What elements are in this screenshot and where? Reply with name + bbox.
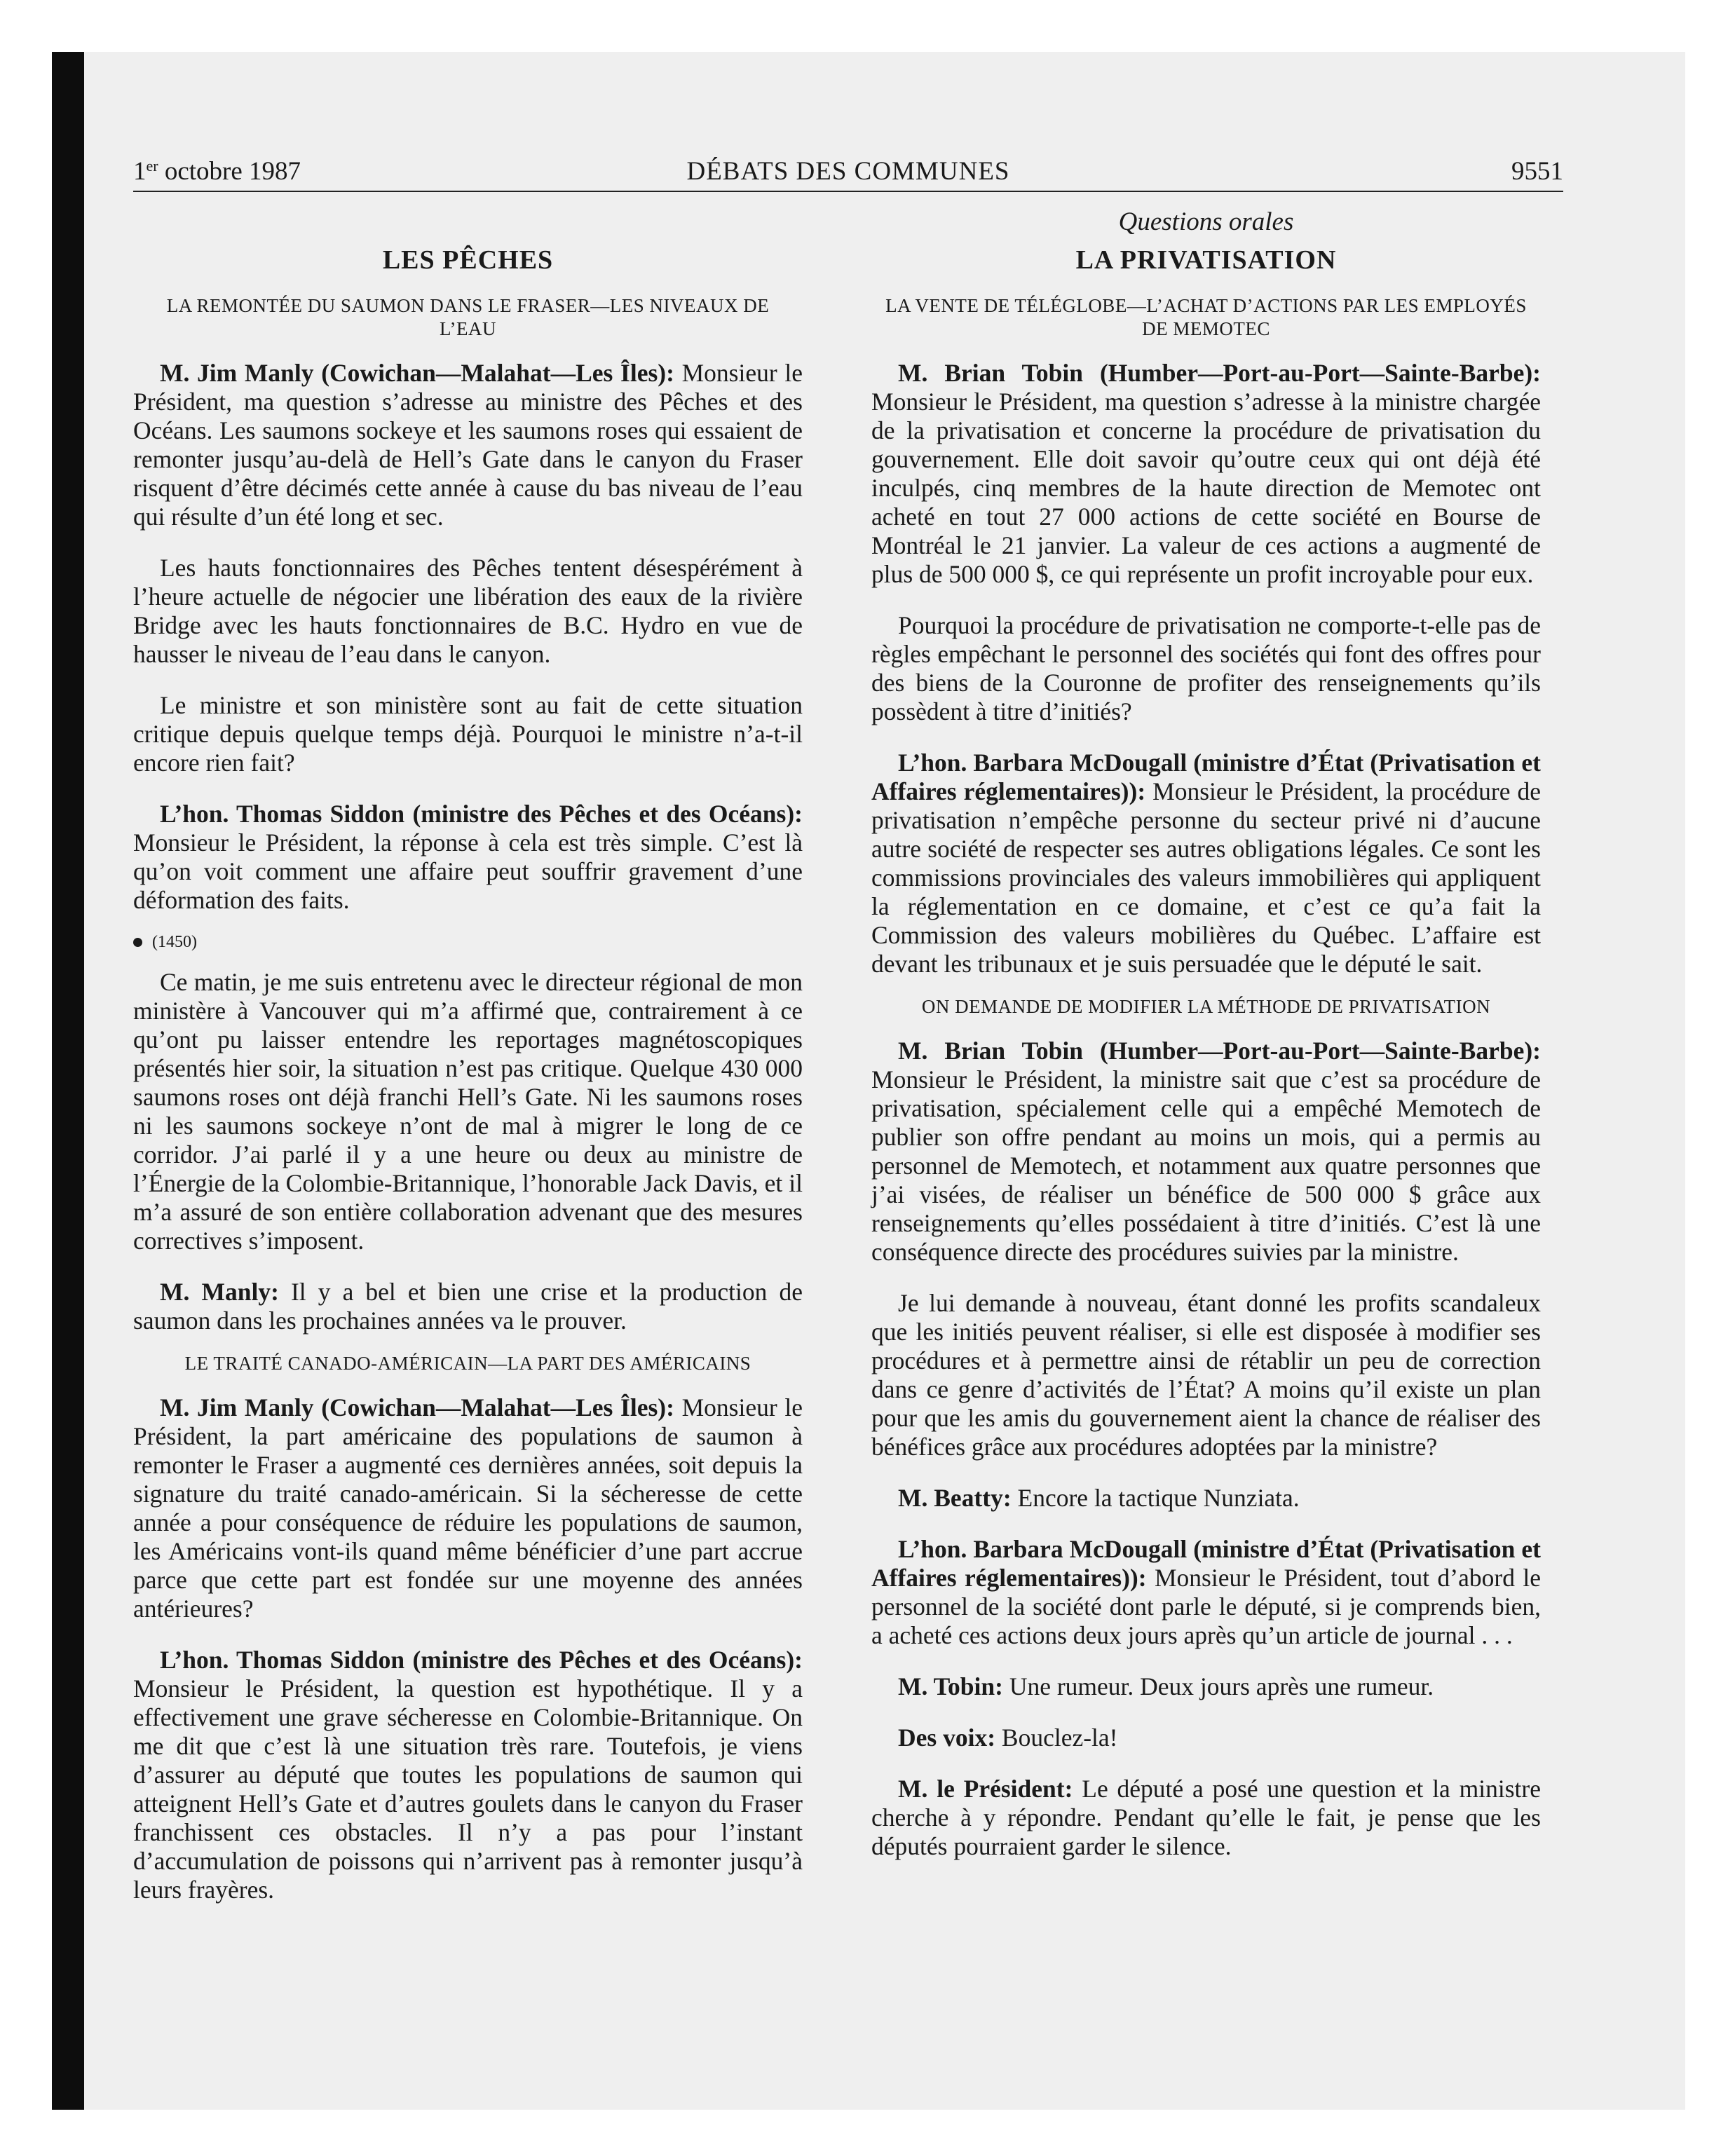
speech-mcdougall-2: [871, 1535, 1541, 1650]
speech-text: Monsieur le Président, la part américaine des populations de saumon à remonter le Fraser a augmenté ces dernières années, soit depuis la signature du traité canado-américain. Si la sécheresse de cette année a pour conséquence de réduire les populations de saumon, les Américains vont-ils quand même bénéficier d’une part accrue parce que cette part est fondée sur une moyenne des années antérieures?: [133, 1393, 803, 1623]
speaker-name: Des voix:: [898, 1724, 996, 1752]
speech-text: Monsieur le Président, la ministre sait que c’est sa procédure de privatisation, spécialement celle qui a empêché Memotech de publier son offre pendant au moins un mois, qui a permis au personnel de Memotech, et notamment aux quatre personnes que j’ai visées, de réaliser un bénéfice de 500 000 $ grâce aux renseignements qu’elles possédaient à titre d’initiés. C’est là une conséquence directe des procédures suivies par la ministre.: [871, 1065, 1541, 1266]
section-heading-peches: LES PÊCHES: [382, 245, 554, 275]
speech-manly-2: [133, 1278, 803, 1335]
speech-text: Monsieur le Président, la procédure de privatisation n’empêche personne du secteur privé ni d’aucune autre société de respecter ses autres obligations légales. Ce sont les commissions provinciales des valeurs immobilières qui appliquent la réglementation en ce domaine, et c’est ce qu’a fait la Commission des valeurs mobilières du Québec. L’affaire est devant les tribunaux et je suis persuadée que le député le sait.: [871, 777, 1542, 978]
speech-text: Il y a bel et bien une crise et la production de saumon dans les prochaines années va le prouver.: [133, 1278, 803, 1335]
speaker-name: L’hon. Thomas Siddon (ministre des Pêches et des Océans):: [160, 1646, 803, 1674]
subheading-vente-teleglobe: LA VENTE DE TÉLÉGLOBE—L’ACHAT D’ACTIONS PAR LES EMPLOYÉS DE MEMOTEC: [885, 295, 1527, 339]
speaker-name: M. Jim Manly (Cowichan—Malahat—Les Îles):: [160, 1393, 674, 1421]
bullet-icon: [133, 938, 142, 947]
paragraph: Pourquoi la procédure de privatisation ne comporte-t-elle pas de règles empêchant le personnel des sociétés qui font des offres pour des biens de la Couronne de profiter des renseignements qu’ils possèdent à titre d’initiés?: [871, 611, 1541, 725]
speech-text: Bouclez-la!: [995, 1724, 1118, 1752]
speech-siddon-2: [133, 1646, 803, 1904]
date-rest: octobre 1987: [158, 157, 301, 186]
speaker-name: M. Brian Tobin (Humber—Port-au-Port—Sainte-Barbe):: [898, 1037, 1541, 1065]
speaker-name: L’hon. Thomas Siddon (ministre des Pêches et des Océans):: [160, 800, 803, 828]
speech-text: Monsieur le Président, la réponse à cela est très simple. C’est là qu’on voit comment une affaire peut souffrir gravement d’une déformation des faits.: [133, 828, 803, 914]
date-superscript: er: [146, 157, 158, 175]
speech-tobin-2: [871, 1037, 1541, 1267]
speech-text: Monsieur le Président, ma question s’adresse à la ministre chargée de la privatisation et concerne la procédure de privatisation du gouvernement. Elle doit savoir qu’outre ceux qui ont déjà été inculpés, cinq membres de la haute direction de Memotec ont acheté en tout 27 000 actions de cette société en Bourse de Montréal le 21 janvier. La valeur de ces actions a augmenté de plus de 500 000 $, ce qui représente un profit incroyable pour eux.: [871, 388, 1541, 588]
time-mark: [133, 932, 803, 953]
speech-siddon-1: [133, 800, 803, 915]
speaker-name: M. Manly:: [160, 1278, 279, 1306]
speaker-name: M. le Président:: [898, 1775, 1073, 1803]
speech-mcdougall-1: [871, 749, 1541, 978]
speech-text: Monsieur le Président, ma question s’adresse au ministre des Pêches et des Océans. Les saumons sockeye et les saumons roses qui essaient de remonter jusqu’au-delà de Hell’s Gate dans le canyon du Fraser risquent d’être décimés cette année à cause du bas niveau de l’eau qui résulte d’un été long et sec.: [133, 359, 803, 531]
speech-beatty: [871, 1484, 1541, 1513]
speech-text: Le député a posé une question et la ministre cherche à y répondre. Pendant qu’elle le fait, je pense que les députés pourraient garder le silence.: [871, 1775, 1541, 1860]
left-column: [133, 205, 803, 1927]
speaker-name: L’hon. Barbara McDougall (ministre d’État (Privatisation et Affaires réglementaires)):: [871, 749, 1541, 805]
section-heading-privatisation: LA PRIVATISATION: [1075, 245, 1337, 275]
speech-text: Monsieur le Président, la question est hypothétique. Il y a effectivement une grave sécheresse en Colombie-Britannique. On me dit que c’est là une situation très rare. Toutefois, je viens d’assurer au député que toutes les populations de saumon qui atteignent Hell’s Gate et d’autres goulets dans le canyon du Fraser franchissent ces obstacles. Il n’y a pas pour l’instant d’accumulation de poissons qui n’arrivent pas à remonter jusqu’à leurs frayères.: [133, 1674, 803, 1904]
subheading-remontee-saumon: LA REMONTÉE DU SAUMON DANS LE FRASER—LES NIVEAUX DE L’EAU: [166, 295, 770, 339]
speaker-name: M. Jim Manly (Cowichan—Malahat—Les Îles):: [160, 359, 674, 387]
paragraph: Le ministre et son ministère sont au fait de cette situation critique depuis quelque temps déjà. Pourquoi le ministre n’a-t-il encore rien fait?: [133, 691, 803, 777]
speaker-name: M. Beatty:: [898, 1484, 1012, 1512]
speech-tobin-1: [871, 359, 1541, 589]
speech-manly-3: [133, 1393, 803, 1623]
column-header-questions-orales: Questions orales: [1118, 207, 1294, 236]
binding-edge: [52, 52, 84, 2110]
speech-manly-1: [133, 359, 803, 531]
subheading-modifier-methode: ON DEMANDE DE MODIFIER LA MÉTHODE DE PRIVATISATION: [921, 996, 1491, 1017]
speech-president: [871, 1775, 1541, 1861]
speech-text: Une rumeur. Deux jours après une rumeur.: [1002, 1672, 1434, 1700]
speaker-name: M. Tobin:: [898, 1672, 1003, 1700]
time-mark-text: (1450): [152, 933, 197, 951]
running-head-title: DÉBATS DES COMMUNES: [686, 157, 1010, 186]
paragraph: Je lui demande à nouveau, étant donné les profits scandaleux que les initiés peuvent réaliser, si elle est disposée à modifier ses procédures et à permettre ainsi de rétablir un peu de correction dans ce genre d’activités de l’État? A moins qu’il existe un plan pour que les amis du gouvernement aient la chance de réaliser des bénéfices grâce aux procédures adoptées par la ministre?: [871, 1289, 1541, 1461]
date-day: 1: [133, 157, 147, 186]
paragraph: Les hauts fonctionnaires des Pêches tentent désespérément à l’heure actuelle de négocier une libération des eaux de la rivière Bridge avec les hauts fonctionnaires de B.C. Hydro en vue de hausser le niveau de l’eau dans le canyon.: [133, 554, 803, 668]
paragraph: Ce matin, je me suis entretenu avec le directeur régional de mon ministère à Vancouver qui m’a affirmé que, contrairement à ce qu’ont pu laisser entendre les reportages magnétoscopiques présentés hier soir, la situation n’est pas critique. Quelque 430 000 saumons roses ont déjà franchi Hell’s Gate. Ni les saumons roses ni les saumons sockeye n’ont de mal à migrer le long de ce corridor. J’ai parlé il y a une heure ou deux au ministre de l’Énergie de la Colombie-Britannique, l’honorable Jack Davis, et il m’a assuré de son entière collaboration advenant que des mesures correctives s’imposent.: [133, 968, 803, 1255]
speech-text: Monsieur le Président, tout d’abord le personnel de la société dont parle le député, si je comprends bien, a acheté ces actions deux jours après qu’un article de journal . . .: [871, 1564, 1541, 1649]
speech-des-voix: [871, 1724, 1541, 1752]
speech-tobin-3: [871, 1672, 1541, 1701]
page-number: 9551: [1511, 157, 1563, 186]
right-column: [871, 205, 1541, 1883]
subheading-traite: LE TRAITÉ CANADO-AMÉRICAIN—LA PART DES AMÉRICAINS: [184, 1353, 751, 1374]
running-head: [133, 156, 1563, 192]
speaker-name: M. Brian Tobin (Humber—Port-au-Port—Sainte-Barbe):: [898, 359, 1541, 387]
speaker-name: L’hon. Barbara McDougall (ministre d’État (Privatisation et Affaires réglementaires)):: [871, 1535, 1541, 1592]
speech-text: Encore la tactique Nunziata.: [1011, 1484, 1300, 1512]
